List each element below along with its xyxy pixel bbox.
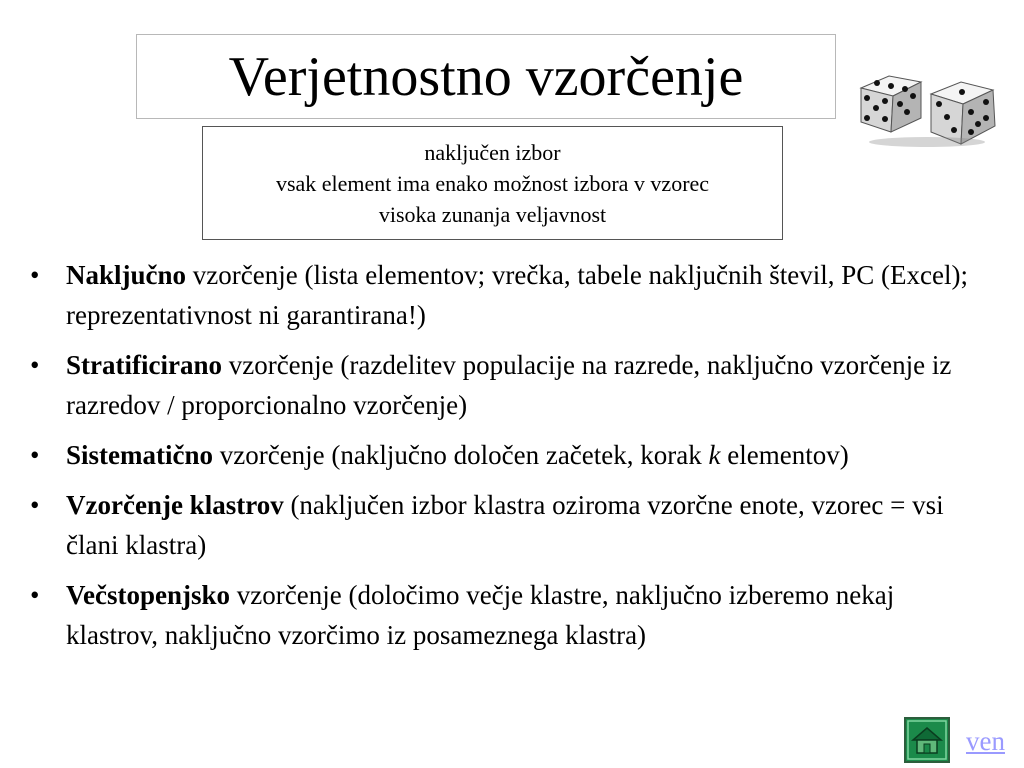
list-item bbox=[30, 345, 980, 425]
bullet-marker: • bbox=[30, 440, 40, 470]
list-item bbox=[30, 255, 980, 335]
info-line: vsak element ima enako možnost izbora v vzorec bbox=[275, 170, 710, 196]
bullet-text: vzorčenje (lista elementov; vrečka, tabele naključnih števil, PC (Excel); reprezentativnost ni garantirana!) bbox=[66, 260, 968, 330]
bullet-marker: • bbox=[30, 490, 40, 520]
info-line: visoka zunanja veljavnost bbox=[378, 201, 607, 227]
bullet-text: vzorčenje (določimo večje klastre, naključno izberemo nekaj klastrov, naključno vzorčimo iz posameznega klastra) bbox=[66, 580, 895, 650]
title-box bbox=[136, 34, 836, 119]
exit-link[interactable]: ven bbox=[966, 726, 1005, 756]
bullet-text: (naključen izbor klastra oziroma vzorčne enote, vzorec = vsi člani klastra) bbox=[66, 490, 944, 560]
bullet-marker: • bbox=[30, 580, 40, 610]
bullet-term: Večstopenjsko bbox=[66, 580, 231, 610]
bullet-term: Sistematično bbox=[66, 440, 213, 470]
bullet-marker: • bbox=[30, 350, 40, 380]
bullet-italic: k bbox=[708, 440, 721, 470]
bullet-term: Stratificirano bbox=[66, 350, 222, 380]
bullet-list bbox=[30, 255, 980, 665]
home-button[interactable] bbox=[904, 717, 950, 763]
list-item bbox=[30, 485, 980, 565]
bullet-text: elementov) bbox=[720, 440, 849, 470]
dice-icon bbox=[855, 68, 1005, 150]
bullet-marker: • bbox=[30, 260, 40, 290]
page-title: Verjetnostno vzorčenje bbox=[228, 45, 744, 108]
bullet-term: Vzorčenje klastrov bbox=[66, 490, 284, 520]
bullet-term: Naključno bbox=[66, 260, 187, 290]
list-item bbox=[30, 435, 980, 475]
bullet-text: vzorčenje (razdelitev populacije na razrede, naključno vzorčenje iz razredov / proporcionalno vzorčenje) bbox=[66, 350, 952, 420]
bullet-text: vzorčenje (naključno določen začetek, korak bbox=[212, 440, 709, 470]
list-item bbox=[30, 575, 980, 655]
home-icon bbox=[906, 719, 948, 761]
info-box bbox=[202, 126, 783, 240]
info-line: naključen izbor bbox=[424, 139, 561, 165]
